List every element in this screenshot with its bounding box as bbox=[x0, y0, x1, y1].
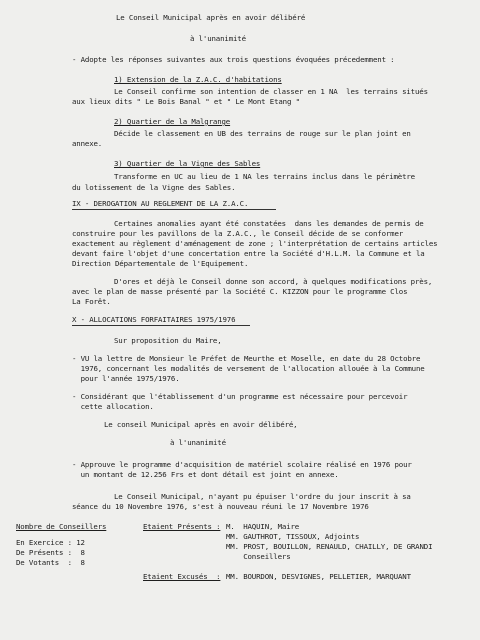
section-9-para1-line-4: devant faire l'objet d'une concertation entre la Société d'H.L.M. la Commune et la bbox=[72, 249, 425, 258]
section-10-vu-line-3: pour l'année 1975/1976. bbox=[72, 374, 180, 383]
present-line-1: M. HAQUIN, Maire bbox=[226, 522, 300, 531]
present-label: Etaient Présents : bbox=[143, 522, 221, 531]
closing-line-1: Le Conseil Municipal, n'ayant pu épuiser l'ordre du jour inscrit à sa bbox=[114, 492, 411, 501]
vigne-body-2: du lotissement de la Vigne des Sables. bbox=[72, 183, 236, 192]
section-9-title: IX - DEROGATION AU REGLEMENT DE LA Z.A.C. bbox=[72, 199, 249, 208]
malgrange-body-1: Décide le classement en UB des terrains de rouge sur le plan joint en bbox=[114, 129, 411, 138]
section-9-para1-line-5: Direction Départementale de l'Equipement. bbox=[72, 259, 249, 268]
intro-adopt: - Adopte les réponses suivantes aux trois questions évoquées précedemment : bbox=[72, 55, 395, 64]
excused-label: Etaient Excusés : bbox=[143, 572, 221, 581]
section-10-considerant-line-1: - Considérant que l'établissement d'un programme est nécessaire pour percevoir bbox=[72, 392, 408, 401]
present-line-4: Conseillers bbox=[226, 552, 291, 561]
section-9-para1-line-1: Certaines anomalies ayant été constatées dans les demandes de permis de bbox=[114, 219, 424, 228]
vigne-body-1: Transforme en UC au lieu de 1 NA les terrains inclus dans le périmètre bbox=[114, 172, 415, 181]
section-10-vu-line-1: - VU la lettre de Monsieur le Préfet de Meurthe et Moselle, en date du 28 Octobre bbox=[72, 354, 421, 363]
section-10-proposal: Sur proposition du Maire, bbox=[114, 336, 222, 345]
section-9-para2-line-2: avec le plan de masse présenté par la Société C. KIZZON pour le programme Clos bbox=[72, 287, 408, 296]
excused-names: MM. BOURDON, DESVIGNES, PELLETIER, MARQUANT bbox=[226, 572, 411, 581]
zac-body-1: Le Conseil confirme son intention de classer en 1 NA les terrains situés bbox=[114, 87, 428, 96]
section-9-para1-line-3: exactement au règlement d'aménagement de zone ; l'interprétation de certains articles bbox=[72, 239, 438, 248]
closing-line-2: séance du 10 Novembre 1976, s'est à nouveau réuni le 17 Novembre 1976 bbox=[72, 502, 369, 511]
section-10-vu-line-2: 1976, concernant les modalités de versement de l'allocation allouée à la Commune bbox=[72, 364, 425, 373]
malgrange-body-2: annexe. bbox=[72, 139, 103, 148]
zac-heading: 1) Extension de la Z.A.C. d'habitations bbox=[114, 75, 282, 84]
section-9-para2-line-3: La Forêt. bbox=[72, 297, 111, 306]
councillors-title: Nombre de Conseillers bbox=[16, 522, 107, 531]
present-line-2: MM. GAUTHROT, TISSOUX, Adjoints bbox=[226, 532, 360, 541]
section-10-rule bbox=[72, 325, 250, 326]
zac-body-2: aux lieux dits " Le Bois Banal " et " Le Mont Etang " bbox=[72, 97, 300, 106]
councillors-en-exercice: En Exercice : 12 bbox=[16, 538, 85, 547]
councillors-presents: De Présents : 8 bbox=[16, 548, 85, 557]
section-10-approuve-line-2: un montant de 12.256 Frs et dont détail est joint en annexe. bbox=[72, 470, 339, 479]
section-9-para2-line-1: D'ores et déjà le Conseil donne son accord, à quelques modifications près, bbox=[114, 277, 433, 286]
intro-unanimity: à l'unanimité bbox=[190, 34, 246, 43]
section-10-approuve-line-1: - Approuve le programme d'acquisition de matériel scolaire réalisé en 1976 pour bbox=[72, 460, 412, 469]
intro-line-1: Le Conseil Municipal après en avoir délibéré bbox=[116, 13, 306, 22]
section-10-unanimity: à l'unanimité bbox=[170, 438, 226, 447]
present-line-3: MM. PROST, BOUILLON, RENAULD, CHAILLY, DE GRANDI bbox=[226, 542, 433, 551]
section-9-rule bbox=[72, 209, 276, 210]
vigne-heading: 3) Quartier de la Vigne des Sables bbox=[114, 159, 261, 168]
section-10-title: X - ALLOCATIONS FORFAITAIRES 1975/1976 bbox=[72, 315, 236, 324]
section-9-para1-line-2: construire pour les pavillons de la Z.A.C., le Conseil décide de se conformer bbox=[72, 229, 404, 238]
malgrange-heading: 2) Quartier de la Malgrange bbox=[114, 117, 231, 126]
section-10-conseil: Le conseil Municipal après en avoir délibéré, bbox=[104, 420, 298, 429]
section-10-considerant-line-2: cette allocation. bbox=[72, 402, 154, 411]
councillors-votants: De Votants : 8 bbox=[16, 558, 85, 567]
